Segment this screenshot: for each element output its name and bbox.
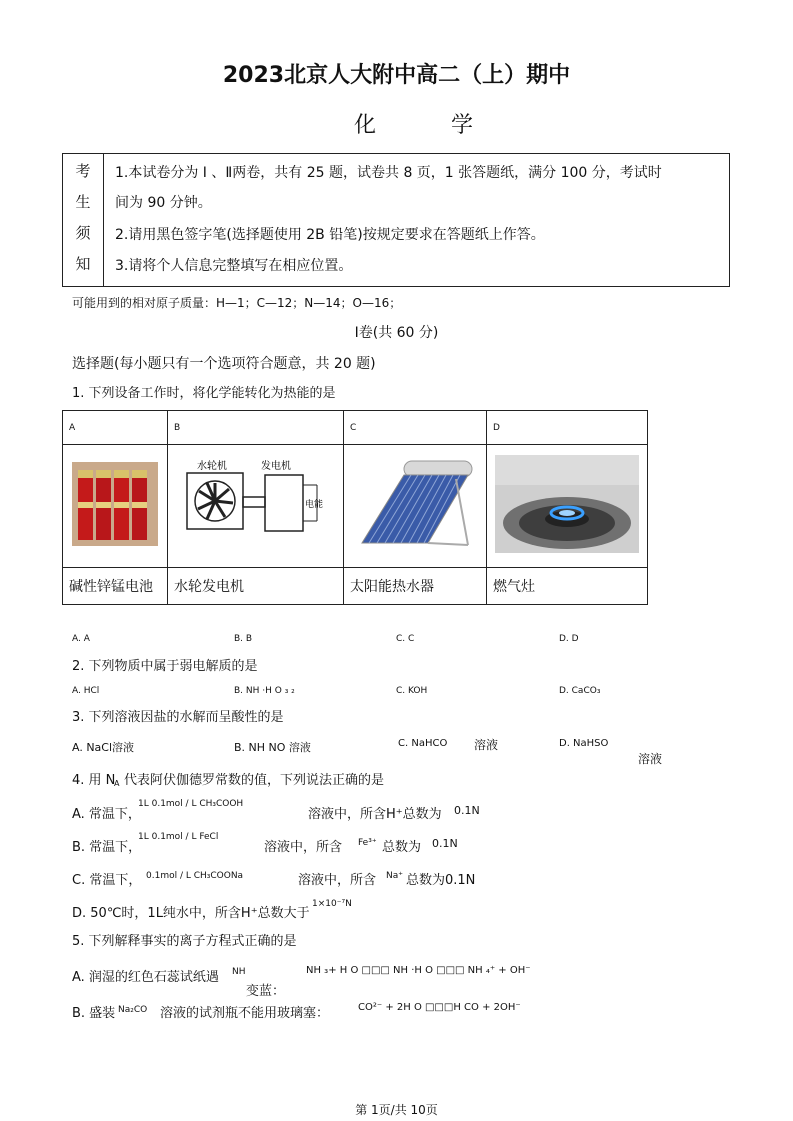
q5-a-change: 变蓝： xyxy=(246,984,286,999)
notice-line: 间为 90 分钟。 xyxy=(115,195,212,211)
option-name: 太阳能热水器 xyxy=(344,568,487,605)
section-title: Ⅰ卷(共 60 分) xyxy=(354,325,439,341)
q4-c-text-2: 总数为0.1N xyxy=(406,873,476,888)
q4-b-value: 0.1N xyxy=(432,837,458,850)
q2-option-d: D. CaCO₃ xyxy=(559,686,601,696)
notice-heading-char: 知 xyxy=(75,255,91,273)
q2-option-c: C. KOH xyxy=(396,686,428,696)
option-name: 燃气灶 xyxy=(487,568,648,605)
option-label: A xyxy=(63,411,168,445)
question-5-stem: 5. 下列解释事实的离子方程式正确的是 xyxy=(72,934,297,949)
question-3-stem: 3. 下列溶液因盐的水解而呈酸性的是 xyxy=(72,710,284,725)
q2-option-b: B. NH ·H O ₃ ₂ xyxy=(234,686,295,696)
q3-option-d-suffix: 溶液 xyxy=(638,752,663,766)
q4-a-text: 溶液中，所含H⁺总数为 xyxy=(308,807,442,822)
notice-heading-char: 考 xyxy=(75,162,91,180)
generator-label: 发电机 xyxy=(260,461,291,472)
q1-option-b: B. B xyxy=(234,634,253,644)
q4-b-text-2: 总数为 xyxy=(382,840,422,855)
page-title: 2023北京人大附中高二（上）期中 xyxy=(222,63,571,88)
solar-heater-image xyxy=(344,445,487,568)
q4-option-a: A. 常温下， xyxy=(72,807,141,822)
q4-subscript: A xyxy=(114,779,120,788)
q4-b-formula: 1L 0.1mol / L FeCl xyxy=(138,832,219,842)
notice-line: 3.请将个人信息完整填写在相应位置。 xyxy=(115,258,353,274)
battery-icon xyxy=(72,462,158,546)
q4-b-ion: Fe³⁺ xyxy=(358,838,377,848)
question-1-table xyxy=(62,410,648,605)
turbine-generator-icon xyxy=(181,459,331,549)
power-label: 电能 xyxy=(304,500,323,510)
notice-heading-char: 须 xyxy=(75,224,91,242)
q1-option-d: D. D xyxy=(559,634,579,644)
q3-option-a: A. NaCl溶液 xyxy=(72,741,135,754)
q4-c-ion: Na⁺ xyxy=(386,871,403,881)
question-4-stem: 代表阿伏伽德罗常数的值，下列说法正确的是 xyxy=(124,773,385,788)
battery-image xyxy=(63,445,168,568)
gas-stove-image xyxy=(487,445,648,568)
q5-b-salt: Na₂CO xyxy=(118,1005,148,1015)
solar-heater-icon xyxy=(356,455,474,553)
q5-a-equation: NH ₃+ H O □□□ NH ·H O □□□ NH ₄⁺ + OH⁻ xyxy=(306,965,531,976)
q5-option-b: B. 盛装 xyxy=(72,1006,116,1021)
option-label: B xyxy=(168,411,344,445)
page-footer: 第 1页/共 10页 xyxy=(355,1103,438,1117)
option-label: D xyxy=(487,411,648,445)
question-1-stem: 1. 下列设备工作时，将化学能转化为热能的是 xyxy=(72,386,336,401)
notice-heading-char: 生 xyxy=(75,193,91,211)
q5-b-text: 溶液的试剂瓶不能用玻璃塞： xyxy=(160,1006,330,1021)
q1-option-a: A. A xyxy=(72,634,90,644)
notice-heading xyxy=(63,154,104,286)
q4-c-text: 溶液中，所含 xyxy=(298,873,377,888)
q1-option-c: C. C xyxy=(396,634,415,644)
q4-a-formula: 1L 0.1mol / L CH₃COOH xyxy=(138,799,244,809)
question-2-stem: 2. 下列物质中属于弱电解质的是 xyxy=(72,659,258,674)
q5-a-nh3: NH xyxy=(232,967,246,977)
q4-d-value: 1×10⁻⁷N xyxy=(312,899,352,909)
turbine-label: 水轮机 xyxy=(196,461,227,472)
q3-option-c-suffix: 溶液 xyxy=(474,738,499,752)
q3-option-c: C. NaHCO xyxy=(398,738,448,749)
gas-stove-icon xyxy=(495,455,639,553)
q4-c-formula: 0.1mol / L CH₃COONa xyxy=(146,871,244,881)
q4-option-c: C. 常温下， xyxy=(72,873,142,888)
q4-option-b: B. 常温下， xyxy=(72,840,142,855)
q4-a-value: 0.1N xyxy=(454,804,480,817)
section-instruction: 选择题(每小题只有一个选项符合题意，共 20 题) xyxy=(72,356,376,372)
q2-option-a: A. HCl xyxy=(72,686,100,696)
option-name: 碱性锌锰电池 xyxy=(63,568,168,605)
notice-line: 1.本试卷分为 Ⅰ 、Ⅱ两卷，共有 25 题，试卷共 8 页，1 张答题纸，满分 100 分，考试时 xyxy=(115,165,662,181)
turbine-diagram xyxy=(168,445,344,568)
q3-option-d: D. NaHSO xyxy=(559,738,609,749)
notice-box xyxy=(62,153,730,287)
q4-b-text: 溶液中，所含 xyxy=(264,840,343,855)
q3-option-b: B. NH NO 溶液 xyxy=(234,741,311,754)
atomic-mass-note: 可能用到的相对原子质量：H—1；C—12；N—14；O—16； xyxy=(72,296,402,310)
subject-title: 化 学 xyxy=(354,113,507,138)
notice-line: 2.请用黑色签字笔(选择题使用 2B 铅笔)按规定要求在答题纸上作答。 xyxy=(115,227,545,243)
q5-option-a: A. 润湿的红色石蕊试纸遇 xyxy=(72,970,219,985)
option-name: 水轮发电机 xyxy=(168,568,344,605)
question-4-stem-prefix: 4. 用 N xyxy=(72,773,116,788)
q4-option-d: D. 50℃时，1L纯水中，所含H⁺总数大于 xyxy=(72,906,310,921)
option-label: C xyxy=(344,411,487,445)
q5-b-equation: CO²⁻ + 2H O □□□H CO + 2OH⁻ xyxy=(358,1002,521,1013)
